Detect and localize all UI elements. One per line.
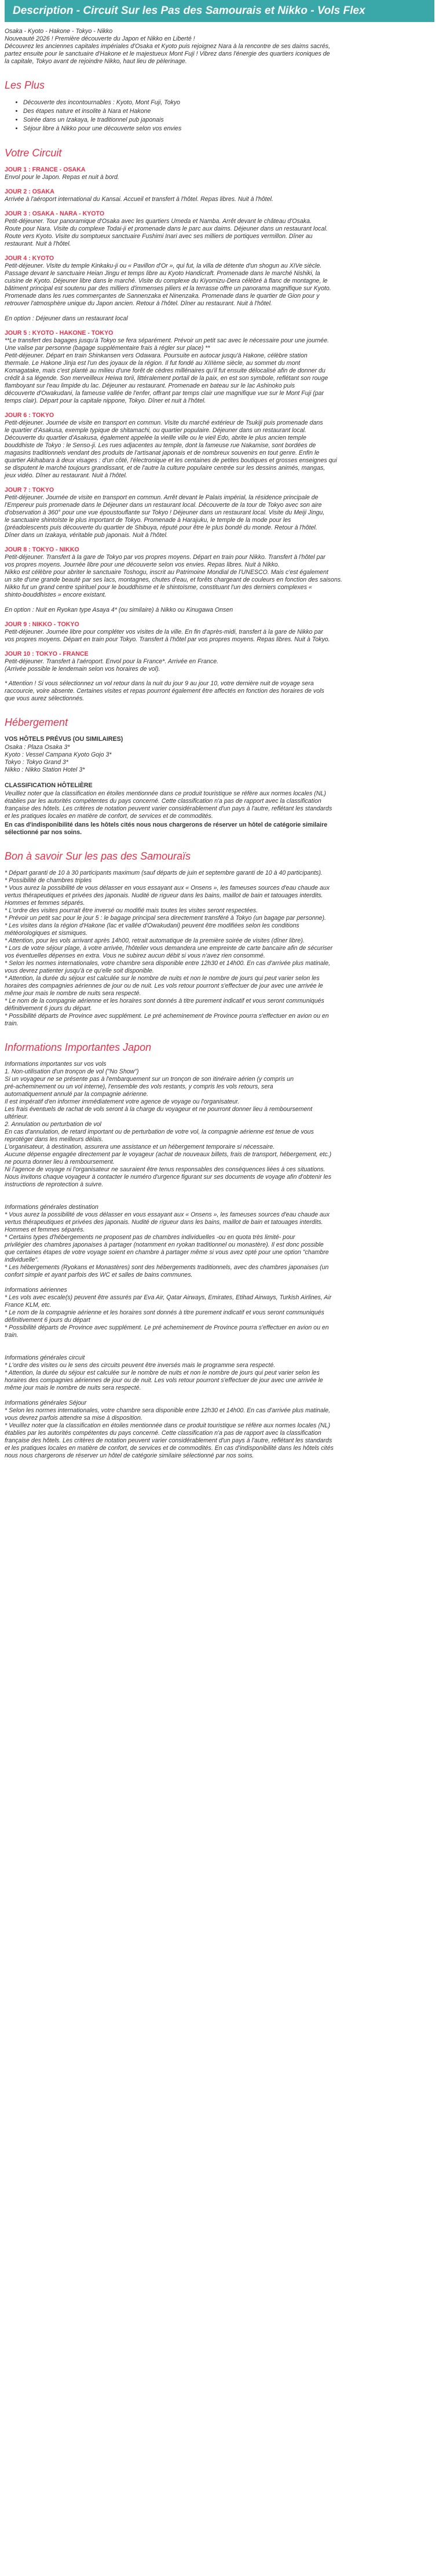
day-text: Envol pour le Japon. Repas et nuit à bord. [5, 174, 119, 181]
intro [5, 28, 434, 65]
japon-heading: Informations Importantes Japon [5, 1042, 152, 1053]
day-title: JOUR 6 : TOKYO [5, 412, 54, 419]
day-block [5, 166, 434, 181]
day-block [5, 255, 434, 323]
hebergement-heading: Hébergement [5, 717, 68, 728]
day-title: JOUR 3 : OSAKA - NARA - KYOTO [5, 210, 105, 217]
day-text: **Le transfert des bagages jusqu'à Tokyo se fera séparément. Prévoir un petit sac avec le nécessaire pour une journée. Une valise par personne (bagage supplémentaire frais à régler sur place) ** Petit-déjeuner. Départ en train Shinkansen vers Odawara. Poursuite en autocar jusqu'à Hakone, célèbre station thermale. Le Hakone Jinja est l'un des joyaux de la région. Il fut fondé au XIIIème siècle, au sommet du mont Komagatake, mais c'est planté au milieu d'une forêt de cèdres millénaires qu'il fut ensuite délocalisé afin de donner du crédit à sa légende. Son merveilleux Heiwa torii, littéralement portail de la paix, en est son symbole, reflétant son rouge flamboyant sur l'eau limpide du lac. Déjeuner au restaurant. Promenade en bateau sur le lac Ashinoko puis découverte d'Owakudani, la fameuse vallée de l'enfer, offrant par temps clair une magnifique vue sur le Mont Fuji (par temps clair). Départ pour la capitale nippone, Tokyo. Dîner et nuit à l'hôtel. [5, 337, 329, 404]
classification-text: Veuillez noter que la classification en étoiles mentionnée dans ce produit touristique se réfère aux normes locales (NL) établies par les autorités compétentes du pays concerné. Cette classification n'a pas de rapport avec la classification française des hôtels. Les critères de notation peuvent varier considérablement d'un pays à l'autre, reflétant les standards et les pratiques locales en matière de confort, de services et de commodités. [5, 790, 332, 820]
hotels-list: Osaka : Plaza Osaka 3* Kyoto : Vessel Campana Kyoto Gojo 3* Tokyo : Tokyo Grand 3* Nikko : Nikko Station Hotel 3* [5, 744, 112, 773]
day-title: JOUR 10 : TOKYO - FRANCE [5, 651, 89, 657]
day-text: Petit-déjeuner. Transfert à l'aéroport. Envol pour la France*. Arrivée en France. (Arrivée possible le lendemain selon vos horaires de vol). [5, 658, 219, 673]
day-text: Arrivée à l'aéroport international du Kansai. Accueil et transfert à l'hôtel. Repas libres. Nuit à l'hôtel. [5, 196, 273, 203]
classification-title: CLASSIFICATION HÔTELIÈRE [5, 782, 93, 789]
day-block [5, 487, 434, 539]
day-block [5, 651, 434, 673]
day-block [5, 188, 434, 203]
circuit-days [5, 166, 434, 703]
day-title: JOUR 1 : FRANCE - OSAKA [5, 166, 86, 173]
day-text: Petit-déjeuner. Journée libre pour compléter vos visites de la ville. En fin d'après-midi, transfert à la gare de Nikko par vos propres moyens. Départ en train pour Tokyo. Transfert à l'hôtel par vos propres moyens. Repas libres. Nuit à Tokyo. [5, 629, 330, 643]
day-title: JOUR 9 : NIKKO - TOKYO [5, 621, 79, 628]
intro-line: Nouveauté 2026 ! Première découverte du Japon et Nikko en Liberté ! [5, 35, 195, 42]
intro-line: partez ensuite pour le sanctuaire d'Hakone et le majestueux Mont Fuji ! Vibrez dans l'énergie des quartiers iconiques de [5, 50, 330, 57]
list-item: • Découverte des incontournables : Kyoto, Mont Fuji, Tokyo [23, 98, 434, 107]
intro-line: la capitale, Tokyo avant de rejoindre Nikko, haut lieu de pèlerinage. [5, 58, 187, 65]
day-block [5, 546, 434, 614]
day-block [5, 680, 434, 703]
day-title: JOUR 2 : OSAKA [5, 188, 54, 195]
day-block [5, 330, 434, 405]
intro-line: Osaka - Kyoto - Hakone - Tokyo - Nikko [5, 28, 113, 35]
japon-text: Informations importantes sur vos vols 1. Non-utilisation d'un tronçon de vol ("No Show") Si un voyageur ne se présente pas à l'embarquement sur un tronçon de son itinéraire aérien (y compris un pré-acheminement ou un vol interne), l'ensemble des vols restants, y compris les vols retours, sera automatiquement annulé par la compagnie aérienne. Il est impératif d'en informer immédiatement votre agence de voyage ou l'organisateur. Les frais éventuels de rachat de vols seront à la charge du voyageur et ne pourront donner lieu à remboursement ultérieur. 2. Annulation ou perturbation de vol En cas d'annulation, de retard important ou de perturbation de votre vol, la compagnie aérienne est tenue de vous reprotéger dans les meilleurs délais. L'organisateur, à destination, assurera une assistance et un hébergement temporaire si nécessaire. Aucune dépense engagée directement par le voyageur (achat de nouveaux billets, frais de transport, hébergement, etc.) ne pourra donner lieu à remboursement. Ni l'agence de voyage ni l'organisateur ne sauraient être tenus responsables des conséquences liées à ces situations. Nous invitons chaque voyageur à contacter le numéro d'urgence figurant sur ses documents de voyage afin d'obtenir les instructions de reprotection à suivre. Informations générales destination * Vous aurez la possibilité de vous délasser en vous essayant aux « Onsens », les fameuses sources d'eau chaude aux vertus thérapeutiques et privées des japonais. Nudité de rigueur dans les bains, maillot de bain et tatouages interdits. Hommes et femmes séparés. * Certains types d'hébergements ne proposent pas de chambres individuelles -ou en quota très limité- pour privilégier des chambres japonaises à partager (notamment en ryokan traditionnel ou monastère). Il est donc possible que certaines étapes de votre voyage soient en chambre à partager même si vous avez opté pour une option "chambre individuelle". * Les hébergements (Ryokans et Monastères) sont des hébergements traditionnels, avec des chambres japonaises (un confort simple et ayant parfois des WC et salles de bains communes. Informations aériennes * Les vols avec escale(s) peuvent être assurés par Eva Air, Qatar Airways, Emirates, Etihad Airways, Turkish Airlines, Air France KLM, etc. * Le nom de la compagnie aérienne et les horaires sont donnés à titre purement indicatif et vous seront communiqués définitivement 6 jours du départ * Possibilité départs de Province avec supplément. Le pré acheminement de Province pourra s'effectuer en avion ou en train. Informations générales circuit * L'ordre des visites ou le sens des circuits peuvent être inversés mais le programme sera respecté. * Attention, la durée du séjour est calculée sur le nombre de nuits et non le nombre de jours qui peut varier selon les horaires des compagnies aériennes de jour ou de nuit. Les vols retour pourront s'effectuer de jour avec une arrivée le même jour mais le nombre de nuits sera respecté. Informations générales Séjour * Selon les normes internationales, votre chambre sera disponible entre 12h30 et 14h00. En cas d'arrivée plus matinale, vous devrez parfois attendre sa mise à disposition. * Veuillez noter que la classification en étoiles mentionnée dans ce produit touristique se réfère aux normes locales (NL) établies par les autorités compétentes du pays concerné. Cette classification n'a pas de rapport avec la classification française des hôtels. Les critères de notation peuvent varier considérablement d'un pays à l'autre, reflétant les standards et les pratiques locales en matière de confort, de services et de commodités. En cas d'indisponibilité dans les hôtels cités nous nous chargerons de réserver un hôtel de catégorie similaire sélectionné par nos soins. [5, 1061, 334, 1459]
savoir-text: * Départ garanti de 10 à 30 participants maximum (sauf départs de juin et septembre garanti de 10 à 40 participants). * Possibilité de chambres triples * Vous aurez la possibilité de vous délasser en vous essayant aux « Onsens », les fameuses sources d'eau chaude aux vertus thérapeutiques et privées des japonais. Nudité de rigueur dans les bains, maillot de bain et tatouages interdits. Hommes et femmes séparés. * L'ordre des visites pourrait être inversé ou modifié mais toutes les visites seront respectées. * Prévoir un petit sac pour le jour 5 : le bagage principal sera directement transféré à Tokyo (un bagage par personne). * Les visites dans la région d'Hakone (lac et vallée d'Owakudani) peuvent être modifiées selon les conditions météorologiques et sismiques. * Attention, pour les vols arrivant après 14h00, retrait automatique de la première soirée de visites (dîner libre). * Lors de votre séjour plage, à votre arrivée, l'hôtelier vous demandera une empreinte de carte bancaire afin de sécuriser vos éventuelles dépenses en extra. Vous ne subirez aucun débit si vous n'avez rien consommé. * Selon les normes internationales, votre chambre sera disponible entre 12h30 et 14h00. En cas d'arrivée plus matinale, vous devrez patienter jusqu'à ce qu'elle soit disponible. * Attention, la durée du séjour est calculée sur le nombre de nuits et non le nombre de jours qui peut varier selon les horaires des compagnies aériennes de jour ou de nuit. Les vols retour pourront s'effectuer de jour avec une arrivée le même jour mais le nombre de nuits sera respecté. * Le nom de la compagnie aérienne et les horaires sont donnés à titre purement indicatif et vous seront communiqués définitivement 6 jours du départ. * Possibilité départs de Province avec supplément. Le pré acheminement de Province pourra s'effectuer en avion ou en train. [5, 869, 333, 1027]
day-block [5, 210, 434, 248]
day-block [5, 621, 434, 644]
plus-list [5, 98, 434, 133]
day-title: JOUR 4 : KYOTO [5, 255, 54, 262]
intro-line: Découvrez les anciennes capitales impériales d'Osaka et Kyoto puis rejoignez Nara à la rencontre de ses daims sacrés, [5, 43, 331, 50]
hotels-title: VOS HÔTELS PRÉVUS (OU SIMILAIRES) [5, 736, 123, 743]
day-title: JOUR 7 : TOKYO [5, 487, 54, 494]
day-text: * Attention ! Si vous sélectionnez un vol retour dans la nuit du jour 9 au jour 10, votre dernière nuit de voyage sera raccourcie, voire absente. Certaines visites et repas pourront également être affectés en fonction des horaires de vols que vous aurez sélectionnés. [5, 680, 324, 702]
classification-note: En cas d'indisponibilité dans les hôtels cités nous nous chargerons de réserver un hôtel de catégorie similaire sélectionné par nos soins. [5, 821, 328, 836]
day-block [5, 412, 434, 480]
plus-heading: Les Plus [5, 79, 45, 91]
page-title: Description - Circuit Sur les Pas des Samourais et Nikko - Vols Flex [5, 0, 434, 22]
list-item: • Soirée dans un Izakaya, le traditionnel pub japonais [23, 116, 434, 125]
day-title: JOUR 8 : TOKYO - NIKKO [5, 546, 79, 553]
savoir-heading: Bon à savoir Sur les pas des Samouraïs [5, 850, 191, 862]
day-text: Petit-déjeuner. Tour panoramique d'Osaka avec les quartiers Umeda et Namba. Arrêt devant le château d'Osaka. Route pour Nara. Visite du complexe Todai-ji et promenade dans le parc aux daims. Déjeuner dans un restaurant local. Route vers Kyoto. Visite du somptueux sanctuaire Fushimi Inari avec ses milliers de portiques vermillon. Dîner au restaurant. Nuit à l'hôtel. [5, 218, 328, 247]
list-item: • Des étapes nature et insolite à Nara et Hakone [23, 107, 434, 116]
list-item: • Séjour libre à Nikko pour une découverte selon vos envies [23, 125, 434, 133]
day-title: JOUR 5 : KYOTO - HAKONE - TOKYO [5, 330, 114, 337]
circuit-heading: Votre Circuit [5, 147, 62, 159]
day-text: Petit-déjeuner. Journée de visite en transport en commun. Visite du marché extérieur de Tsukiji puis promenade dans le quartier d'Asakusa, exemple typique de shitamachi, ou quartier populaire. Déjeuner dans un restaurant local. Découverte du quartier d'Asakusa, également appelée la vieille ville ou le vieil Edo, abrite le plus ancien temple bouddhiste de Tokyo : le Senso-ji. Les rues adjacentes au temple, dont la fameuse rue Nakamise, sont bordées de magasins traditionnels vendant des produits de l'artisanat japonais et de nombreux souvenirs en tout genre. Enfin le quartier Akihabara à deux visages : d'un côté, l'électronique et les centaines de petites boutiques et grosses enseignes qui se disputent le marché toujours grandissant, et de l'autre la culture populaire centrée sur les dessins animés, mangas, jeux vidéo. Dîner au restaurant. Nuit à l'hôtel. [5, 419, 337, 479]
day-text: Petit-déjeuner. Visite du temple Kinkaku-ji ou « Pavillon d'Or », qui fut, la villa de détente d'un shogun au XIVe siècle. Passage devant le sanctuaire Heian Jingu et temps libre au Kyoto Handicraft. Promenade dans le marché Nishiki, la cuisine de Kyoto. Déjeuner libre dans le marché. Visite du complexe du Kiyomizu-Dera célébré à flanc de montagne, le bâtiment principal est soutenu par des milliers d'immenses piliers et la terrasse offre un panorama magnifique sur Kyoto. Promenade dans les rues commerçantes de Sannenzaka et Ninenzaka. Promenade dans le quartier de Gion pour y retrouver l'atmosphère unique du Japon ancien. Retour à l'hôtel. Dîner au restaurant. Nuit à l'hôtel. En option : Déjeuner dans un restaurant local [5, 262, 331, 322]
day-text: Petit-déjeuner. Transfert à la gare de Tokyo par vos propres moyens. Départ en train pour Nikko. Transfert à l'hôtel par vos propres moyens. Journée libre pour une découverte selon vos envies. Repas libres. Nuit à Nikko. Nikko est célèbre pour abriter le sanctuaire Toshogu, inscrit au Patrimoine Mondial de l'UNESCO. Mais c'est également un site d'une grande beauté par ses lacs, montagnes, chutes d'eau, et forêts chargeant de couleurs en fonction des saisons. Nikko fut un grand centre spirituel pour le bouddhisme et le shintoïsme, constituant l'un des derniers complexes « shinto-bouddhistes » encore existant. En option : Nuit en Ryokan type Asaya 4* (ou similaire) à Nikko ou Kinugawa Onsen [5, 554, 342, 613]
day-text: Petit-déjeuner. Journée de visite en transport en commun. Arrêt devant le Palais impérial, la résidence principale de l'Empereur puis promenade dans le Déjeuner dans un restaurant local. Découverte de la tour de Tokyo avec son aire d'observation à 360° pour une vue époustouflante sur Tokyo ! Déjeuner dans un restaurant local. Visite du Meiji Jingu, le sanctuaire shintoïste le plus important de Tokyo. Promenade à Harajuku, le temple de la mode pour les (préadolescents puis découverte du quartier de Shibuya, réputé pour être le plus bondé du monde. Retour à l'hôtel. Dîner dans un Izakaya, véritable pub japonais. Nuit à l'hôtel. [5, 494, 325, 539]
